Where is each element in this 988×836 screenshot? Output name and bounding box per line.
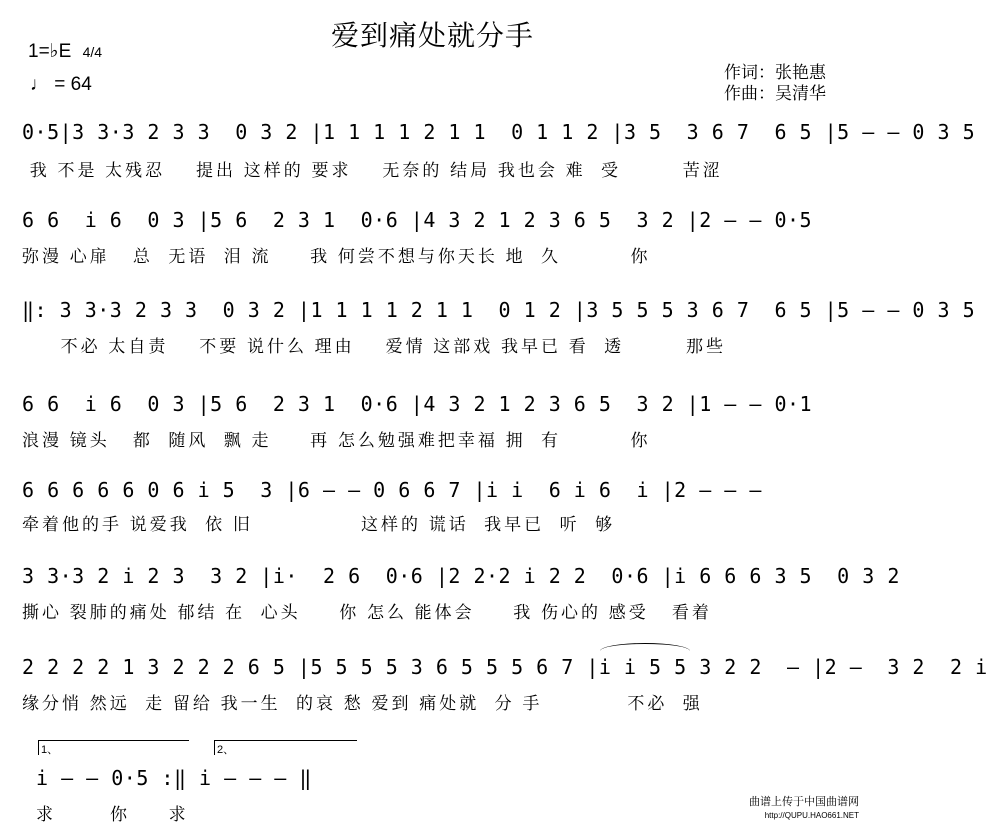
lyric-line: 浪漫 镜头 都 随风 飘 走 再 怎么勉强难把幸福 拥 有 你 xyxy=(22,431,651,450)
source-footer xyxy=(749,796,859,822)
notation-line: 2 2 2 2 1 3 2 2 2 6 5 |5 5 5 5 3 6 5 5 5 6 7 |i i 5 5 3 2 2 — |2 — 3 2 2 i xyxy=(22,655,988,679)
footer-url: http://QUPU.HAO661.NET xyxy=(764,811,859,820)
notation-line: 3 3·3 2 i 2 3 3 2 |i· 2 6 0·6 |2 2·2 i 2 2 0·6 |i 6 6 6 3 5 0 3 2 xyxy=(22,564,900,588)
lyric-line: 缘分悄 然远 走 留给 我一生 的哀 愁 爱到 痛处就 分 手 不必 强 xyxy=(22,694,703,713)
volta-second-ending: 2、 xyxy=(214,740,357,755)
lyric-line: 我 不是 太残忍 提出 这样的 要求 无奈的 结局 我也会 难 受 苦涩 xyxy=(22,161,723,180)
lyric-line: 弥漫 心扉 总 无语 泪 流 我 何尝不想与你天长 地 久 你 xyxy=(22,247,651,266)
lyric-line: 撕心 裂肺的痛处 郁结 在 心头 你 怎么 能体会 我 伤心的 感受 看着 xyxy=(22,603,712,622)
notation-line: i — — 0·5 :‖ i — — — ‖ xyxy=(36,766,312,790)
footer-site: 曲谱上传于中国曲谱网 xyxy=(749,796,859,808)
notation-line: ‖: 3 3·3 2 3 3 0 3 2 |1 1 1 1 2 1 1 0 1 2 |3 5 5 5 3 6 7 6 5 |5 — — 0 3 5 xyxy=(22,298,976,322)
composer-credit: 作曲：吴清华 xyxy=(724,84,826,103)
credits xyxy=(724,62,826,104)
lyric-line: 求 你 求 xyxy=(36,805,189,824)
notation-line: 6 6 i 6 0 3 |5 6 2 3 1 0·6 |4 3 2 1 2 3 6 5 3 2 |1 — — 0·1 xyxy=(22,392,813,416)
lyric-line: 牵着他的手 说爱我 依 旧 这样的 谎话 我早已 听 够 xyxy=(22,515,616,534)
key-signature xyxy=(28,40,102,63)
lyricist-credit: 作词：张艳惠 xyxy=(724,63,826,82)
notation-line: 6 6 i 6 0 3 |5 6 2 3 1 0·6 |4 3 2 1 2 3 6 5 3 2 |2 — — 0·5 xyxy=(22,208,813,232)
notation-line: 6 6 6 6 6 0 6 i 5 3 |6 — — 0 6 6 7 |i i 6 i 6 i |2 — — — xyxy=(22,478,762,502)
notation-line: 0·5|3 3·3 2 3 3 0 3 2 |1 1 1 1 2 1 1 0 1 1 2 |3 5 3 6 7 6 5 |5 — — 0 3 5 xyxy=(22,120,976,144)
score-title: 爱到痛处就分手 xyxy=(330,20,534,51)
volta-first-ending: 1、 xyxy=(38,740,189,755)
time-signature: 4/4 xyxy=(82,44,103,60)
tempo-marking: ♩ = 64 xyxy=(30,74,92,95)
key-label: 1=♭E xyxy=(28,41,72,62)
tie-arc xyxy=(600,643,690,651)
lyric-line: 不必 太自责 不要 说什么 理由 爱情 这部戏 我早已 看 透 那些 xyxy=(22,337,726,356)
